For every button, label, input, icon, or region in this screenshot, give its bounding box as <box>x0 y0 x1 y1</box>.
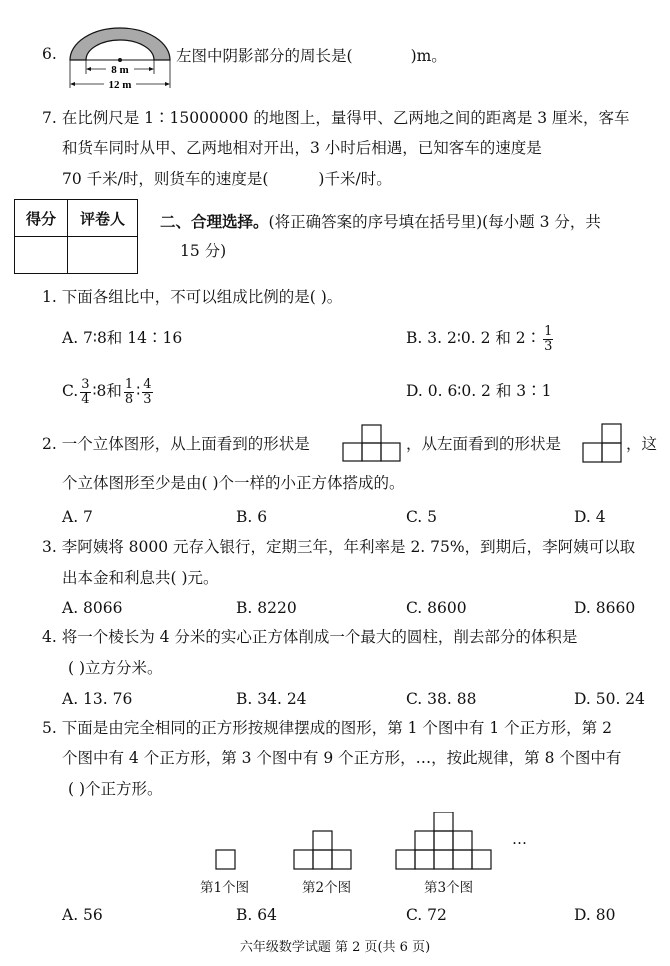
s2-line2: 个立体图形至少是由( )个一样的小正方体搭成的。 <box>62 474 405 492</box>
s2-option-b[interactable]: B. 6 <box>236 508 268 526</box>
s1-c-fraction-1: $\frac{3}{4}$ <box>81 376 90 407</box>
s5-ellipsis: … <box>512 830 527 848</box>
s3-option-c[interactable]: C. 8600 <box>406 599 467 617</box>
q6-text-after: )m。 <box>410 47 447 65</box>
s1-option-d[interactable]: D. 0. 6∶0. 2 和 3∶1 <box>406 382 552 400</box>
pattern-figures <box>200 812 540 892</box>
score-table <box>14 199 138 274</box>
s3-option-d[interactable]: D. 8660 <box>574 599 636 617</box>
section2-title: 二、合理选择。 <box>160 212 269 231</box>
score-header: 得分 <box>15 200 68 237</box>
q6-text <box>176 46 447 66</box>
s3-option-b[interactable]: B. 8220 <box>236 599 297 617</box>
s4-option-b[interactable]: B. 34. 24 <box>236 690 307 708</box>
top-view-figure <box>342 423 402 463</box>
q7-line3-b: )千米/时。 <box>318 170 392 188</box>
fig1-label: 第1个图 <box>200 880 250 896</box>
q7-line1: 7. 在比例尺是 1∶15000000 的地图上，量得甲、乙两地之间的距离是 3 厘米，客车 <box>42 109 630 127</box>
s2-option-d[interactable]: D. 4 <box>574 508 606 526</box>
grader-header: 评卷人 <box>68 200 138 237</box>
grader-cell[interactable] <box>68 237 138 274</box>
s5-option-b[interactable]: B. 64 <box>236 906 277 924</box>
q6-outer-label: 12 m <box>108 79 132 91</box>
s5-line1: 5. 下面是由完全相同的正方形按规律摆成的图形，第 1 个图中有 1 个正方形，第 2 <box>42 719 612 737</box>
s1-c-mid: ∶8和 <box>92 382 122 400</box>
q7-line3 <box>62 169 392 189</box>
score-cell[interactable] <box>15 237 68 274</box>
s2-option-c[interactable]: C. 5 <box>406 508 438 526</box>
s4-option-a[interactable]: A. 13. 76 <box>62 690 133 708</box>
s1-option-b[interactable] <box>406 318 555 358</box>
section2-line1 <box>160 212 601 232</box>
q7-line3-a: 70 千米/时，则货车的速度是( <box>62 170 269 188</box>
s2-line1-a: 2. 一个立体图形，从上面看到的形状是 <box>42 435 310 453</box>
s1-option-c[interactable] <box>62 371 155 411</box>
s5-option-a[interactable]: A. 56 <box>62 906 103 924</box>
q6-number: 6. <box>42 45 57 63</box>
q6-semicircle-ring-figure <box>66 24 174 96</box>
left-view-figure <box>580 422 624 464</box>
s1-b-prefix: B. 3. 2∶0. 2 和 2∶ <box>406 329 542 347</box>
s1-c-fraction-3: $\frac{4}{3}$ <box>143 376 152 407</box>
s1-stem: 1. 下面各组比中，不可以组成比例的是( )。 <box>42 288 343 306</box>
s2-line1-c: ，这 <box>626 435 658 453</box>
s5-option-c[interactable]: C. 72 <box>406 906 447 924</box>
figure-3-squares <box>396 812 491 869</box>
s2-option-a[interactable]: A. 7 <box>62 508 93 526</box>
s1-c-colon: ∶ <box>136 382 141 400</box>
section2-instructions: (将正确答案的序号填在括号里)(每小题 3 分，共 <box>268 213 601 231</box>
fig2-label: 第2个图 <box>302 880 352 896</box>
fig3-label: 第3个图 <box>424 880 474 896</box>
s3-line1: 3. 李阿姨将 8000 元存入银行，定期三年，年利率是 2. 75%，到期后，李阿姨可以取 <box>42 538 636 556</box>
s3-option-a[interactable]: A. 8066 <box>62 599 123 617</box>
s4-line2: ( )立方分米。 <box>68 659 163 677</box>
s1-c-fraction-2: $\frac{1}{8}$ <box>124 376 134 407</box>
q6-text-before: 左图中阴影部分的周长是( <box>176 47 353 65</box>
s4-line1: 4. 将一个棱长为 4 分米的实心正方体削成一个最大的圆柱，削去部分的体积是 <box>42 628 578 646</box>
s5-option-d[interactable]: D. 80 <box>574 906 616 924</box>
s5-line2: 个图中有 4 个正方形，第 3 个图中有 9 个正方形，…，按此规律，第 8 个图中有 <box>62 749 622 767</box>
s1-option-a[interactable]: A. 7∶8和 14∶16 <box>62 329 183 347</box>
q6-inner-label: 8 m <box>111 64 129 76</box>
s1-b-fraction: $\frac{1}{3}$ <box>544 323 553 354</box>
q7-line2: 和货车同时从甲、乙两地相对开出，3 小时后相遇，已知客车的速度是 <box>62 139 542 157</box>
s1-c-prefix: C. <box>62 382 79 400</box>
figure-2-squares <box>294 831 351 869</box>
s5-line3: ( )个正方形。 <box>68 780 163 798</box>
section2-line2: 15 分) <box>180 242 227 260</box>
s3-line2: 出本金和利息共( )元。 <box>62 569 219 587</box>
s4-option-c[interactable]: C. 38. 88 <box>406 690 477 708</box>
figure-1-squares <box>216 850 235 869</box>
s4-option-d[interactable]: D. 50. 24 <box>574 690 646 708</box>
page-footer: 六年级数学试题 第 2 页(共 6 页) <box>239 940 431 955</box>
s2-line1-b: ，从左面看到的形状是 <box>406 435 562 453</box>
